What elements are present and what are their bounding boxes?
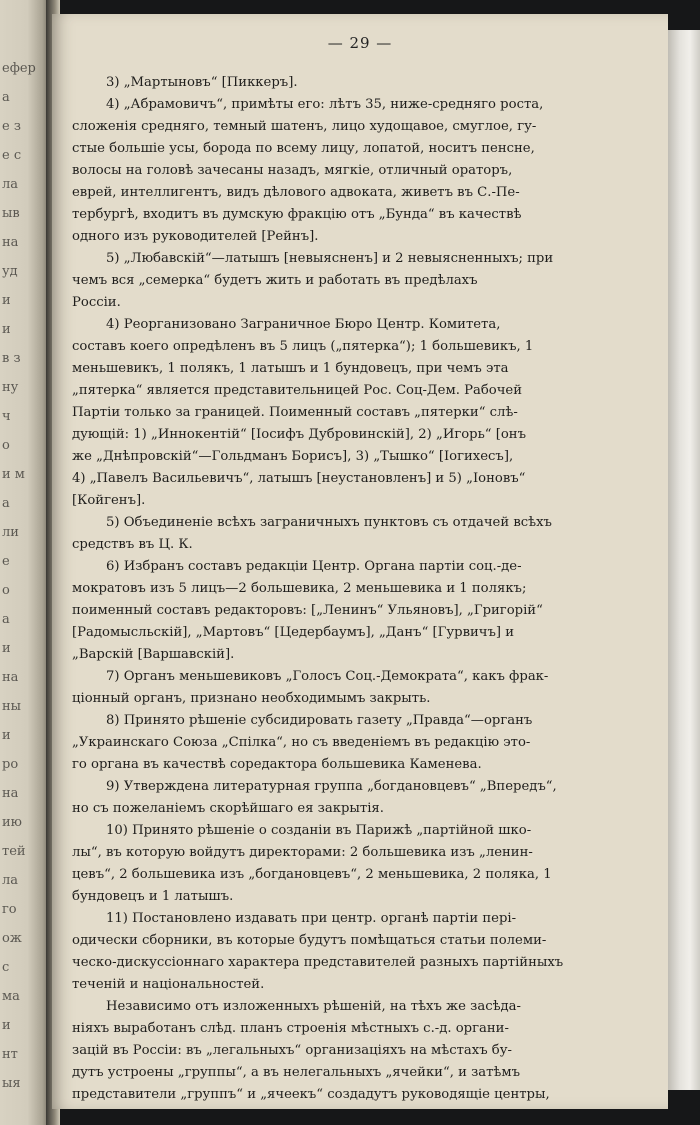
text-line: ческо-дискуссіоннаго характера представителей разныхъ партійныхъ (72, 955, 564, 970)
facing-page-fragment: а (2, 612, 10, 627)
facing-page-fragment: ну (2, 380, 19, 395)
facing-page-fragment: е (2, 554, 10, 569)
text-line: сложенія средняго, темный шатенъ, лицо худощавое, смуглое, гу- (72, 119, 537, 134)
page-number: — 29 — (327, 34, 393, 52)
text-line: 6) Избранъ составъ редакціи Центр. Органа партіи соц.-де- (106, 559, 522, 574)
facing-page-fragment: а (2, 90, 10, 105)
text-line: дутъ устроены „группы“, а въ нелегальныхъ „ячейки“, и затѣмъ (72, 1065, 521, 1080)
text-line: 8) Принято рѣшеніе субсидировать газету „Правда“—органъ (106, 713, 533, 728)
facing-page-fragment: ро (2, 757, 19, 772)
facing-page-fragment: го (2, 902, 17, 917)
page-edge-right (666, 30, 700, 1090)
text-line: [Койгенъ]. (72, 493, 146, 508)
text-line: дующій: 1) „Иннокентій“ [Іосифъ Дубровинскій], 2) „Игорь“ [онъ (72, 427, 526, 442)
facing-page-fragment: ла (2, 177, 19, 192)
facing-page-fragment: ла (2, 873, 19, 888)
text-line: представители „группъ“ и „ячеекъ“ создадутъ руководящіе центры, (72, 1087, 550, 1102)
text-line: „Украинскаго Союза „Спілка“, но съ введеніемъ въ редакцію это- (72, 735, 531, 750)
text-line: 11) Постановлено издавать при центр. органѣ партіи пері- (106, 911, 517, 926)
text-line: поименный составъ редакторовъ: [„Ленинъ“ Ульяновъ], „Григорій“ (72, 603, 543, 618)
text-line: цевъ“, 2 большевика изъ „богдановцевъ“, 2 меньшевика, 2 поляка, 1 (72, 867, 552, 882)
text-line: „пятерка“ является представительницей Рос. Соц-Дем. Рабочей (72, 383, 523, 398)
facing-page-fragment: ию (2, 815, 22, 830)
text-line: бундовецъ и 1 латышъ. (72, 889, 234, 904)
facing-page-fragment: нт (2, 1047, 18, 1062)
text-line: тербургѣ, входитъ въ думскую фракцію отъ „Бунда“ въ качествѣ (72, 207, 522, 222)
facing-page-fragment: ч (2, 409, 11, 424)
facing-page-fragment: е с (2, 148, 22, 163)
text-line: Партіи только за границей. Поименный составъ „пятерки“ слѣ- (72, 405, 518, 420)
facing-page-edge (0, 0, 50, 1125)
text-line: еврей, интеллигентъ, видъ дѣлового адвоката, живетъ въ С.-Пе- (72, 185, 520, 200)
text-line: 4) „Абрамовичъ“, примѣты его: лѣтъ 35, ниже-средняго роста, (106, 97, 544, 112)
text-line: 4) Реорганизовано Заграничное Бюро Центр. Комитета, (106, 317, 501, 332)
facing-page-fragment: ефер (2, 61, 36, 76)
text-line: теченій и національностей. (72, 977, 265, 992)
text-line: зацій въ Россіи: въ „легальныхъ“ организаціяхъ на мѣстахъ бу- (72, 1043, 512, 1058)
facing-page-fragment: с (2, 960, 10, 975)
text-line: одного изъ руководителей [Рейнъ]. (72, 229, 319, 244)
text-line: 5) Объединеніе всѣхъ заграничныхъ пунктовъ съ отдачей всѣхъ (106, 515, 552, 530)
facing-page-fragment: в з (2, 351, 21, 366)
text-line: ціонный органъ, признано необходимымъ закрыть. (72, 691, 431, 706)
text-line: 9) Утверждена литературная группа „богдановцевъ“ „Впередъ“, (106, 779, 557, 794)
facing-page-fragment: ыв (2, 206, 20, 221)
facing-page-fragment: на (2, 235, 19, 250)
text-line: го органа въ качествѣ соредактора большевика Каменева. (72, 757, 482, 772)
facing-page-fragment: ли (2, 525, 19, 540)
facing-page-fragment: на (2, 670, 19, 685)
facing-page-fragment: уд (2, 264, 18, 279)
text-line: 5) „Любавскій“—латышъ [невыясненъ] и 2 невыясненныхъ; при (106, 251, 554, 266)
book-page (52, 14, 668, 1109)
text-line: средствъ въ Ц. К. (72, 537, 193, 552)
text-line: Независимо отъ изложенныхъ рѣшеній, на тѣхъ же засѣда- (106, 999, 521, 1014)
text-line: стые большіе усы, борода по всему лицу, лопатой, носитъ пенсне, (72, 141, 535, 156)
facing-page-fragment: и м (2, 467, 25, 482)
text-line: одически сборники, въ которые будутъ помѣщаться статьи полеми- (72, 933, 547, 948)
text-line: мократовъ изъ 5 лицъ—2 большевика, 2 меньшевика и 1 полякъ; (72, 581, 527, 596)
facing-page-fragment: е з (2, 119, 21, 134)
facing-page-fragment: и (2, 1018, 11, 1033)
text-line: Россіи. (72, 295, 121, 310)
facing-page-fragment: ож (2, 931, 22, 946)
facing-page-fragment: на (2, 786, 19, 801)
text-line: 4) „Павелъ Васильевичъ“, латышъ [неустановленъ] и 5) „Іоновъ“ (72, 471, 526, 486)
text-line: но съ пожеланіемъ скорѣйшаго ея закрытія. (72, 801, 384, 816)
text-line: составъ коего опредѣленъ въ 5 лицъ („пятерка“); 1 большевикъ, 1 (72, 339, 534, 354)
facing-page-fragment: а (2, 496, 10, 511)
text-line: меньшевикъ, 1 полякъ, 1 латышъ и 1 бундовецъ, при чемъ эта (72, 361, 509, 376)
page-text (72, 72, 652, 1106)
facing-page-fragment: ны (2, 699, 22, 714)
facing-page-fragment: и (2, 641, 11, 656)
facing-page-fragment: о (2, 438, 10, 453)
facing-page-fragment: о (2, 583, 10, 598)
facing-page-fragment: и (2, 728, 11, 743)
text-line: ніяхъ выработанъ слѣд. планъ строенія мѣстныхъ с.-д. органи- (72, 1021, 509, 1036)
facing-page-fragment: и (2, 322, 11, 337)
text-line: [Радомысльскій], „Мартовъ“ [Цедербаумъ], „Данъ“ [Гурвичъ] и (72, 625, 515, 640)
text-line: волосы на головѣ зачесаны назадъ, мягкіе, отличный ораторъ, (72, 163, 513, 178)
text-line: 3) „Мартыновъ“ [Пиккеръ]. (106, 75, 298, 90)
text-line: чемъ вся „семерка“ будетъ жить и работать въ предѣлахъ (72, 273, 478, 288)
facing-page-fragment: ма (2, 989, 20, 1004)
text-line: 10) Принято рѣшеніе о созданіи въ Парижѣ „партійной шко- (106, 823, 532, 838)
facing-page-fragment: тей (2, 844, 26, 859)
text-line: 7) Органъ меньшевиковъ „Голосъ Соц.-Демократа“, какъ фрак- (106, 669, 549, 684)
text-line: же „Днѣпровскій“—Гольдманъ Борисъ], 3) „Тышко“ [Іогихесъ], (72, 449, 514, 464)
text-line: „Варскій [Варшавскій]. (72, 647, 235, 662)
text-line: лы“, въ которую войдутъ директорами: 2 большевика изъ „ленин- (72, 845, 533, 860)
facing-page-fragment: ыя (2, 1076, 21, 1091)
facing-page-fragment: и (2, 293, 11, 308)
